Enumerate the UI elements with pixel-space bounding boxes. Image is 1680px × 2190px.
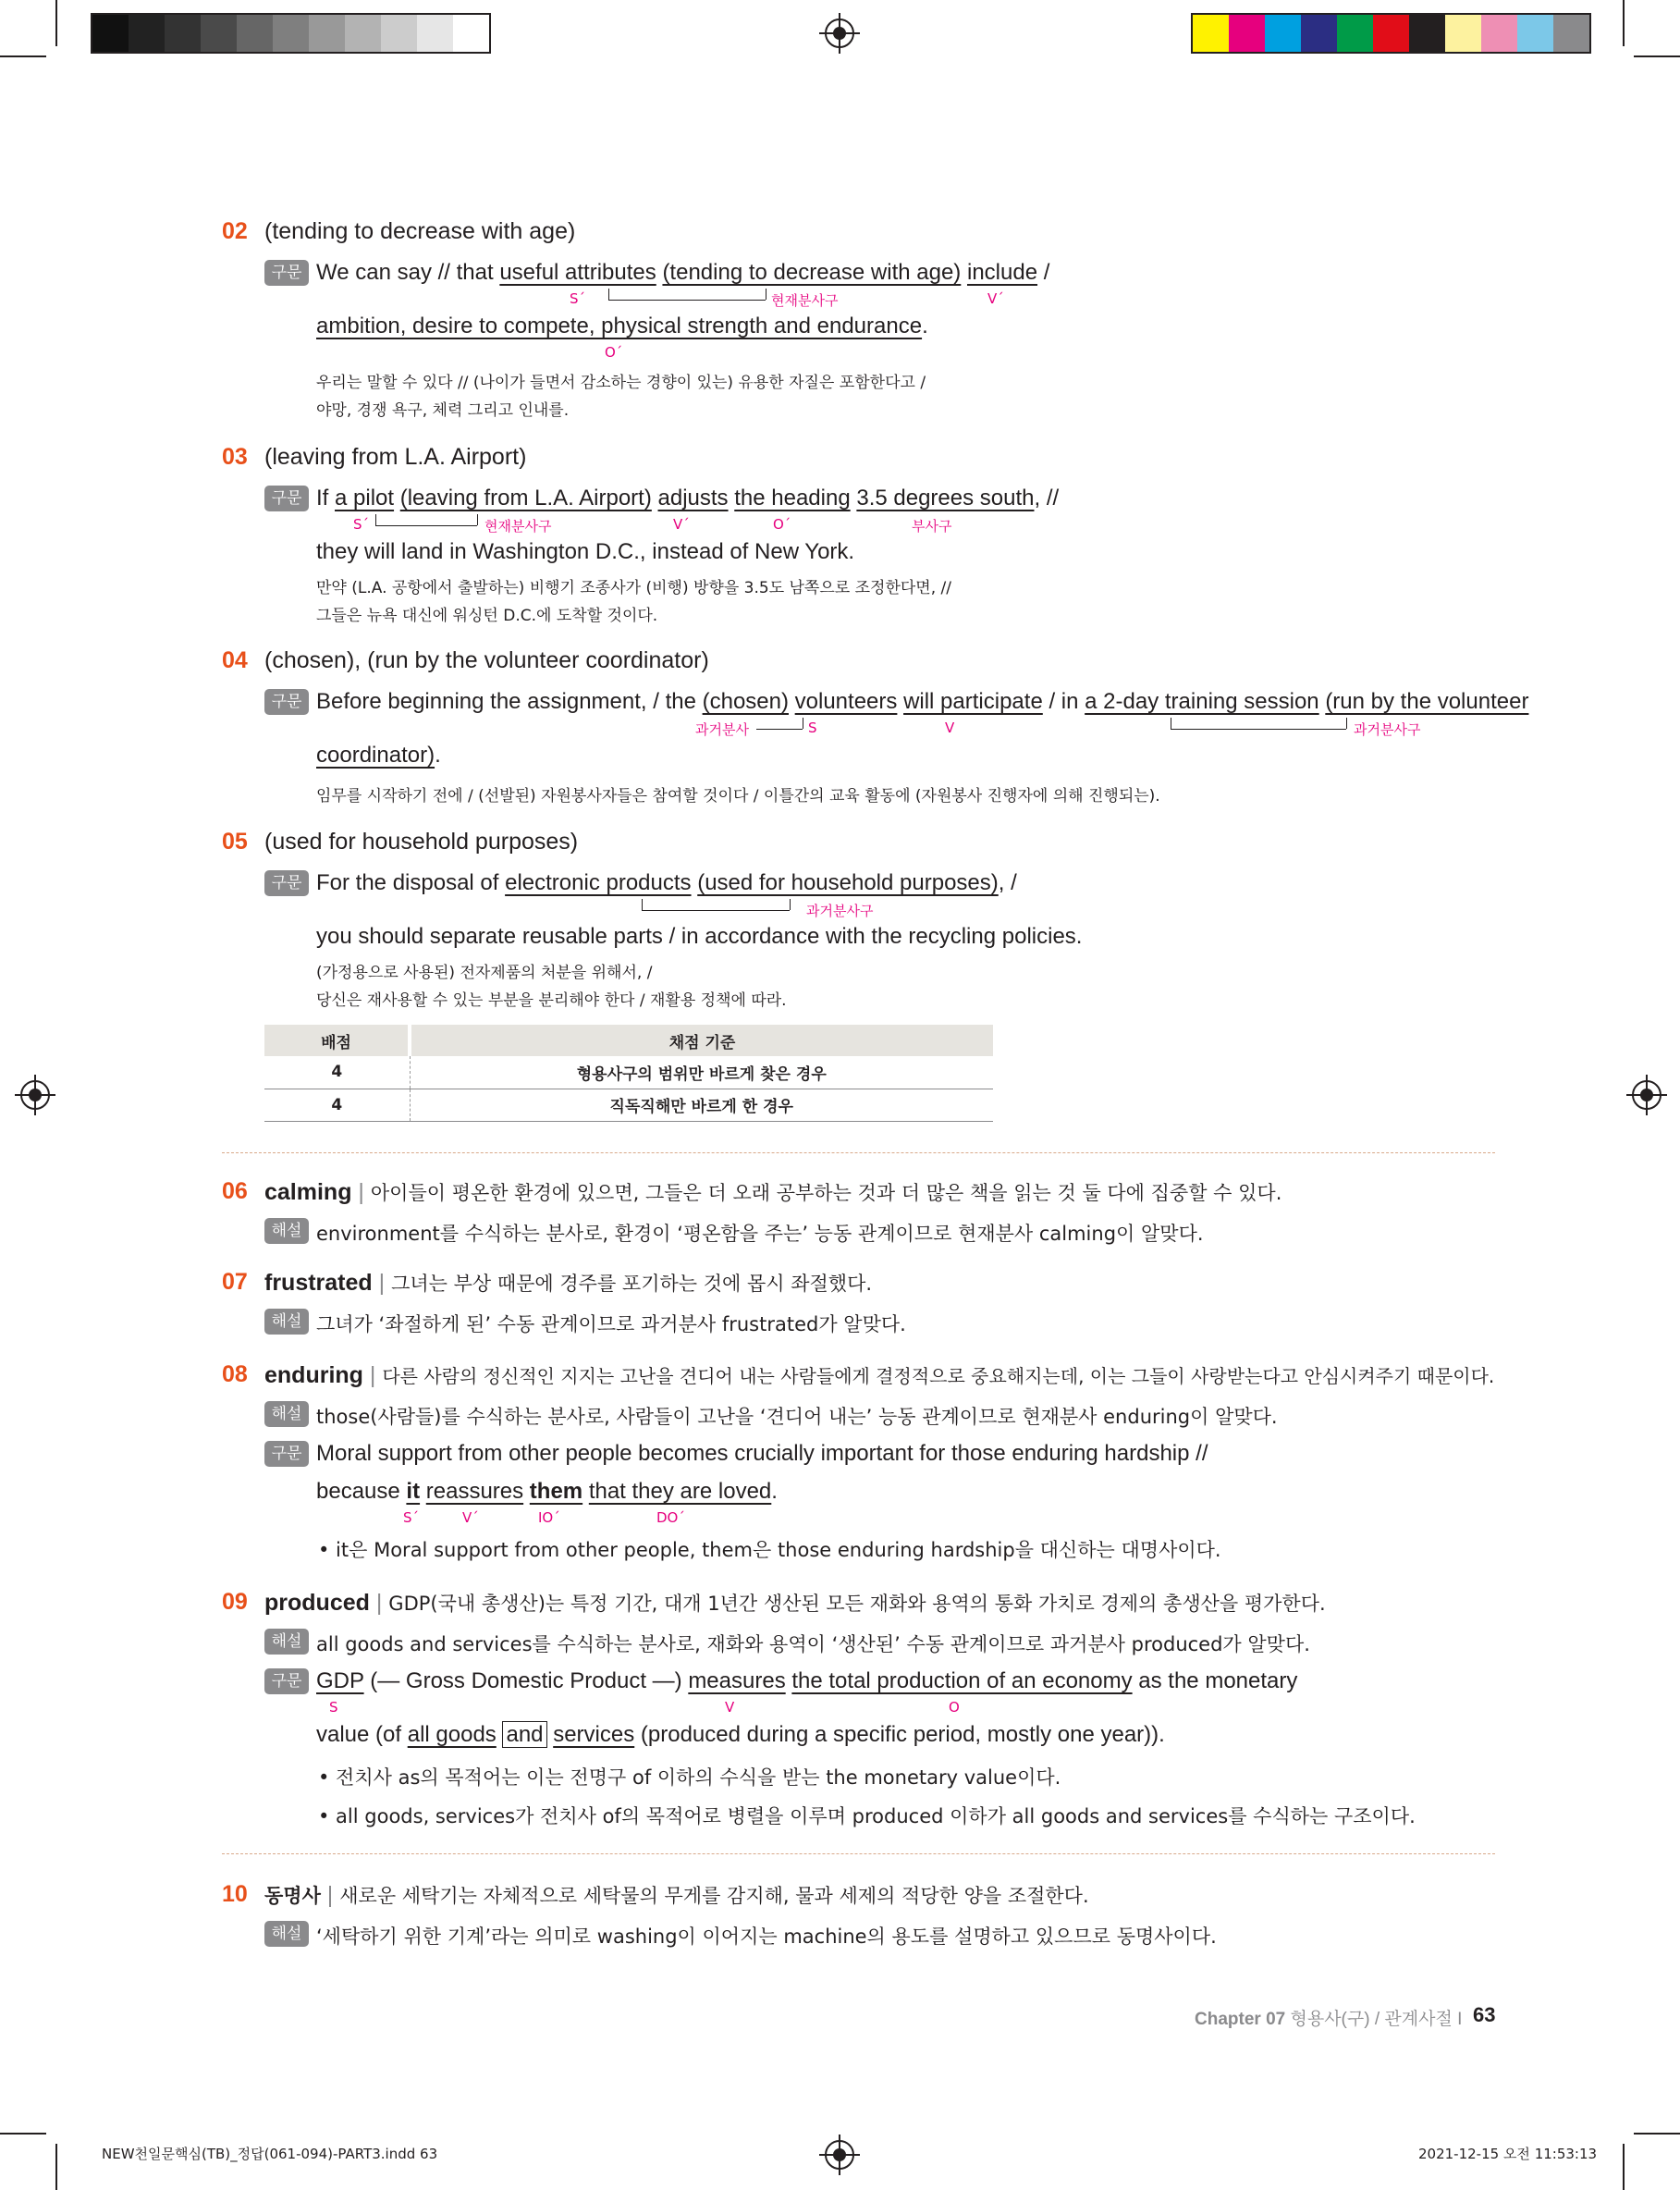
color-swatch [92, 15, 129, 52]
answer-phrase: (tending to decrease with age) [264, 218, 576, 244]
crop-mark [55, 2144, 57, 2190]
subject-tag: S´ [570, 290, 586, 307]
registration-mark-icon [20, 1080, 50, 1110]
color-swatch [273, 15, 309, 52]
subject-tag: S´ [403, 1509, 420, 1526]
korean-translation: 그들은 뉴욕 대신에 워싱턴 D.C.에 도착할 것이다. [316, 607, 658, 625]
score-cell: 4 [264, 1056, 410, 1089]
color-swatch [1409, 15, 1445, 52]
modifier-arrow [608, 289, 609, 300]
color-swatch [1265, 15, 1301, 52]
question-number: 09 [222, 1589, 248, 1615]
chapter-number: Chapter 07 [1195, 2010, 1286, 2029]
color-swatch [1337, 15, 1373, 52]
color-swatch [237, 15, 273, 52]
registration-mark-icon [825, 18, 854, 48]
color-swatch [1445, 15, 1481, 52]
sentence-line: ambition, desire to compete, physical strength and endurance. [316, 314, 928, 338]
explanation-text: ‘세탁하기 위한 기계’라는 의미로 washing이 이어지는 machine의 용도를 설명하고 있으므로 동명사이다. [316, 1925, 1217, 1948]
page-number: 63 [1473, 2003, 1496, 2026]
color-swatch [1373, 15, 1409, 52]
explanation-badge: 해설 [264, 1921, 309, 1947]
note-text: • all goods, services가 전치사 of의 목적어로 병렬을 이루며 produced 이하가 all goods and services를 수식하는 구조이다. [318, 1805, 1416, 1827]
direct-object-tag: DO´ [656, 1509, 685, 1526]
crop-mark [55, 0, 57, 46]
question-number: 06 [222, 1178, 248, 1204]
object-tag: O [949, 1699, 960, 1716]
table-header: 배점 [264, 1025, 410, 1056]
explanation-text: 그녀가 ‘좌절하게 된’ 수동 관계이므로 과거분사 frustrated가 알맞다. [316, 1313, 906, 1335]
syntax-badge: 구문 [264, 689, 309, 715]
question-number: 05 [222, 829, 248, 855]
criteria-cell: 형용사구의 범위만 바르게 찾은 경우 [410, 1056, 993, 1089]
answer-line: frustrated | 그녀는 부상 때문에 경주를 포기하는 것에 몹시 좌절했다. [264, 1270, 873, 1296]
sentence-line: they will land in Washington D.C., instead of New York. [316, 539, 855, 564]
answer-word: produced [264, 1590, 370, 1616]
participle-phrase-tag: 현재분사구 [484, 518, 552, 535]
color-swatch [1301, 15, 1337, 52]
modifier-arrow [608, 300, 766, 301]
note-text: • it은 Moral support from other people, them은 those enduring hardship을 대신하는 대명사이다. [318, 1539, 1221, 1561]
registration-mark-icon [1632, 1080, 1662, 1110]
participle-phrase-tag: 과거분사구 [1354, 721, 1421, 738]
color-swatch [1481, 15, 1517, 52]
object-tag: O´ [773, 516, 791, 533]
answer-phrase: (used for household purposes) [264, 829, 579, 855]
explanation-badge: 해설 [264, 1629, 309, 1655]
verb-tag: V´ [673, 516, 690, 533]
sentence-line: For the disposal of electronic products (used for household purposes), / [316, 870, 1017, 895]
subject-tag: S´ [353, 516, 370, 533]
registration-mark-icon [825, 2140, 854, 2170]
subject-tag: S [329, 1699, 338, 1716]
syntax-badge: 구문 [264, 870, 309, 896]
color-swatch [129, 15, 165, 52]
answer-line: 동명사 | 새로운 세탁기는 자체적으로 세탁물의 무게를 감지해, 물과 세제의 적당한 양을 조절한다. [264, 1882, 1089, 1908]
subject-tag: S [808, 720, 817, 736]
table-row [264, 1089, 993, 1121]
chapter-title: 형용사(구) / 관계사절 [1285, 2010, 1453, 2029]
color-swatch [453, 15, 489, 52]
color-swatch [381, 15, 417, 52]
grayscale-color-bar [91, 13, 491, 54]
color-swatch [309, 15, 345, 52]
modifier-arrow [642, 899, 643, 910]
color-swatch [1553, 15, 1589, 52]
object-tag: O´ [605, 344, 623, 361]
explanation-badge: 해설 [264, 1218, 309, 1244]
crop-mark [0, 55, 46, 57]
print-slug-file: NEW천일문핵심(TB)_정답(061-094)-PART3.indd 63 [102, 2146, 438, 2162]
sentence-line: Before beginning the assignment, / the (chosen) volunteers will participate / in a 2-day training session (run by the volunteer [316, 689, 1529, 714]
print-slug-date: 2021-12-15 오전 11:53:13 [1418, 2146, 1598, 2162]
section-divider [222, 1152, 1495, 1153]
table-header-row [264, 1025, 993, 1056]
modifier-arrow [375, 514, 376, 525]
crop-mark [1634, 2133, 1680, 2135]
question-number: 07 [222, 1269, 248, 1295]
sentence-line: Moral support from other people becomes crucially important for those enduring hardship // [316, 1441, 1208, 1466]
explanation-badge: 해설 [264, 1309, 309, 1335]
criteria-cell: 직독직해만 바르게 한 경우 [410, 1089, 993, 1121]
color-swatch [345, 15, 381, 52]
korean-translation: 우리는 말할 수 있다 // (나이가 들면서 감소하는 경향이 있는) 유용한 자질은 포함한다고 / [316, 374, 926, 392]
modifier-arrow [790, 899, 791, 910]
participle-phrase-tag: 과거분사구 [806, 903, 874, 919]
question-number: 08 [222, 1361, 248, 1387]
answer-line: produced | GDP(국내 총생산)는 특정 기간, 대개 1년간 생산된 모든 재화와 용역의 통화 가치로 경제의 총생산을 평가한다. [264, 1590, 1326, 1616]
question-number: 03 [222, 444, 248, 470]
note-text: • 전치사 as의 목적어는 이는 전명구 of 이하의 수식을 받는 the monetary value이다. [318, 1766, 1061, 1789]
verb-tag: V´ [987, 290, 1004, 307]
korean-translation: 만약 (L.A. 공항에서 출발하는) 비행기 조종사가 (비행) 방향을 3.5도 남쪽으로 조정한다면, // [316, 579, 951, 597]
syntax-badge: 구문 [264, 260, 309, 286]
color-swatch [1229, 15, 1265, 52]
syntax-badge: 구문 [264, 486, 309, 511]
verb-tag: V [725, 1699, 735, 1716]
modifier-arrow [477, 514, 478, 525]
crop-mark [1634, 55, 1680, 57]
explanation-text: environment를 수식하는 분사로, 환경이 ‘평온함을 주는’ 능동 관계이므로 현재분사 calming이 알맞다. [316, 1223, 1204, 1245]
sentence-line: you should separate reusable parts / in accordance with the recycling policies. [316, 924, 1083, 949]
sentence-line: We can say // that useful attributes (tending to decrease with age) include / [316, 260, 1050, 285]
modifier-arrow [375, 525, 477, 526]
answer-word: calming [264, 1179, 352, 1205]
answer-line: calming | 아이들이 평온한 환경에 있으면, 그들은 더 오래 공부하는 것과 더 많은 책을 읽는 것 둘 다에 집중할 수 있다. [264, 1179, 1282, 1205]
answer-word: 동명사 [264, 1885, 321, 1907]
answer-phrase: (leaving from L.A. Airport) [264, 444, 527, 470]
indirect-object-tag: IO´ [538, 1509, 560, 1526]
modifier-arrow [642, 910, 790, 911]
color-swatch [417, 15, 453, 52]
score-cell: 4 [264, 1089, 410, 1121]
participle-phrase-tag: 현재분사구 [771, 292, 839, 309]
verb-tag: V´ [462, 1509, 479, 1526]
section-divider [222, 1853, 1495, 1854]
sentence-line: coordinator). [316, 743, 441, 768]
sentence-line: because it reassures them that they are loved. [316, 1479, 778, 1504]
korean-translation: (가정용으로 사용된) 전자제품의 처분을 위해서, / [316, 964, 653, 982]
participle-tag: 과거분사 [695, 721, 749, 738]
table-row [264, 1056, 993, 1089]
modifier-arrow [756, 729, 803, 730]
explanation-badge: 해설 [264, 1401, 309, 1427]
color-swatch [1193, 15, 1229, 52]
modifier-arrow [1171, 729, 1346, 730]
question-number: 10 [222, 1881, 248, 1907]
syntax-badge: 구문 [264, 1668, 309, 1694]
crop-mark [1623, 0, 1625, 46]
scoring-table [264, 1025, 993, 1122]
modifier-arrow [1346, 718, 1347, 729]
korean-translation: 임무를 시작하기 전에 / (선발된) 자원봉사자들은 참여할 것이다 / 이틀간의 교육 활동에 (자원봉사 진행자에 의해 진행되는). [316, 787, 1160, 806]
explanation-text: all goods and services를 수식하는 분사로, 재화와 용역이 ‘생산된’ 수동 관계이므로 과거분사 produced가 알맞다. [316, 1633, 1310, 1655]
color-swatch [1517, 15, 1553, 52]
korean-translation: 야망, 경쟁 욕구, 체력 그리고 인내를. [316, 401, 570, 420]
process-color-bar [1191, 13, 1591, 54]
korean-translation: 당신은 재사용할 수 있는 부분을 분리해야 한다 / 재활용 정책에 따라. [316, 991, 787, 1010]
sentence-line: GDP (— Gross Domestic Product —) measures the total production of an economy as the monetary [316, 1668, 1298, 1693]
crop-mark [1623, 2144, 1625, 2190]
question-number: 02 [222, 218, 248, 244]
answer-word: frustrated [264, 1270, 373, 1296]
adverb-phrase-tag: 부사구 [912, 518, 952, 535]
color-swatch [201, 15, 237, 52]
syntax-badge: 구문 [264, 1441, 309, 1467]
answer-word: enduring [264, 1362, 363, 1388]
table-header: 채점 기준 [410, 1025, 993, 1056]
question-number: 04 [222, 647, 248, 673]
verb-tag: V [945, 720, 955, 736]
answer-line: enduring | 다른 사람의 정신적인 지지는 고난을 견디어 내는 사람들에게 결정적으로 중요해지는데, 이는 그들이 사랑받는다고 안심시켜주기 때문이다. [264, 1362, 1495, 1388]
sentence-line: If a pilot (leaving from L.A. Airport) adjusts the heading 3.5 degrees south, // [316, 486, 1060, 511]
color-swatch [165, 15, 201, 52]
chapter-footer: Chapter 07 형용사(구) / 관계사절 I [1195, 2010, 1463, 2029]
explanation-text: those(사람들)를 수식하는 분사로, 사람들이 고난을 ‘견디어 내는’ 능동 관계이므로 현재분사 enduring이 알맞다. [316, 1406, 1278, 1428]
sentence-line: value (of all goods and services (produced during a specific period, mostly one year)). [316, 1722, 1165, 1747]
crop-mark [0, 2133, 46, 2135]
answer-phrase: (chosen), (run by the volunteer coordinator) [264, 647, 709, 673]
